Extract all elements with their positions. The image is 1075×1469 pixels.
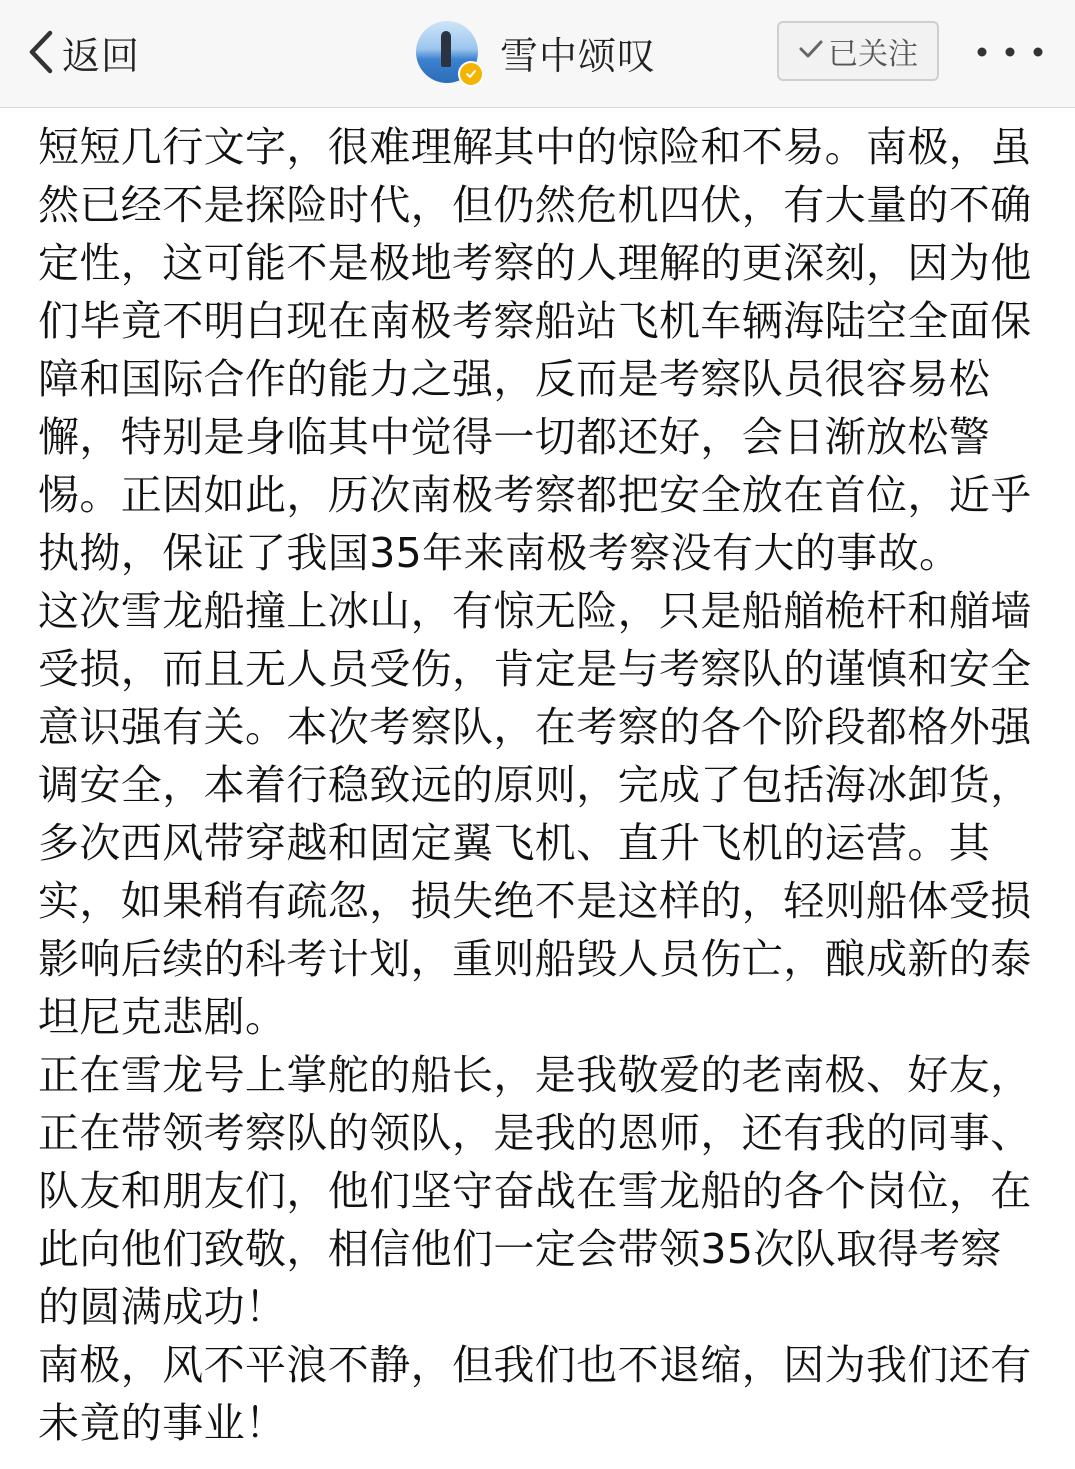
post-body [38, 118, 1043, 1452]
check-icon [798, 38, 824, 64]
post-paragraph-2: 这次雪龙船撞上冰山，有惊无险，只是船艏桅杆和艏墙受损，而且无人员受伤，肯定是与考察队的谨慎和安全意识强有关。本次考察队，在考察的各个阶段都格外强调安全，本着行稳致远的原则，完成了包括海冰卸货，多次西风带穿越和固定翼飞机、直升飞机的运营。其实，如果稍有疏忽，损失绝不是这样的，轻则船体受损影响后续的科考计划，重则船毁人员伤亡，酿成新的泰坦尼克悲剧。 [38, 587, 1032, 1041]
profile-header[interactable] [416, 18, 656, 86]
post-paragraph-3: 正在雪龙号上掌舵的船长，是我敬爱的老南极、好友，正在带领考察队的领队，是我的恩师，还有我的同事、队友和朋友们，他们坚守奋战在雪龙船的各个岗位，在此向他们致敬，相信他们一定会带领35次队取得考察的圆满成功！ [38, 1051, 1032, 1331]
verified-badge-icon [458, 61, 484, 87]
chevron-left-icon [28, 30, 54, 74]
following-button[interactable] [777, 21, 939, 81]
post-paragraph-1: 短短几行文字，很难理解其中的惊险和不易。南极，虽然已经不是探险时代，但仍然危机四伏，有大量的不确定性，这可能不是极地考察的人理解的更深刻，因为他们毕竟不明白现在南极考察船站飞机车辆海陆空全面保障和国际合作的能力之强，反而是考察队员很容易松懈，特别是身临其中觉得一切都还好，会日渐放松警惕。正因如此，历次南极考察都把安全放在首位，近乎执拗，保证了我国35年来南极考察没有大的事故。 [38, 123, 1032, 577]
avatar[interactable] [416, 21, 478, 83]
top-navigation-bar [0, 0, 1075, 108]
avatar-figure [441, 31, 451, 67]
more-dots-icon [974, 43, 1046, 62]
post-paragraph-4: 南极，风不平浪不静，但我们也不退缩，因为我们还有未竟的事业！ [38, 1341, 1032, 1447]
back-label: 返回 [62, 33, 141, 78]
back-button[interactable] [28, 20, 140, 84]
profile-name: 雪中颂叹 [500, 33, 657, 78]
following-label: 已关注 [828, 37, 918, 72]
more-options-button[interactable] [970, 30, 1050, 74]
